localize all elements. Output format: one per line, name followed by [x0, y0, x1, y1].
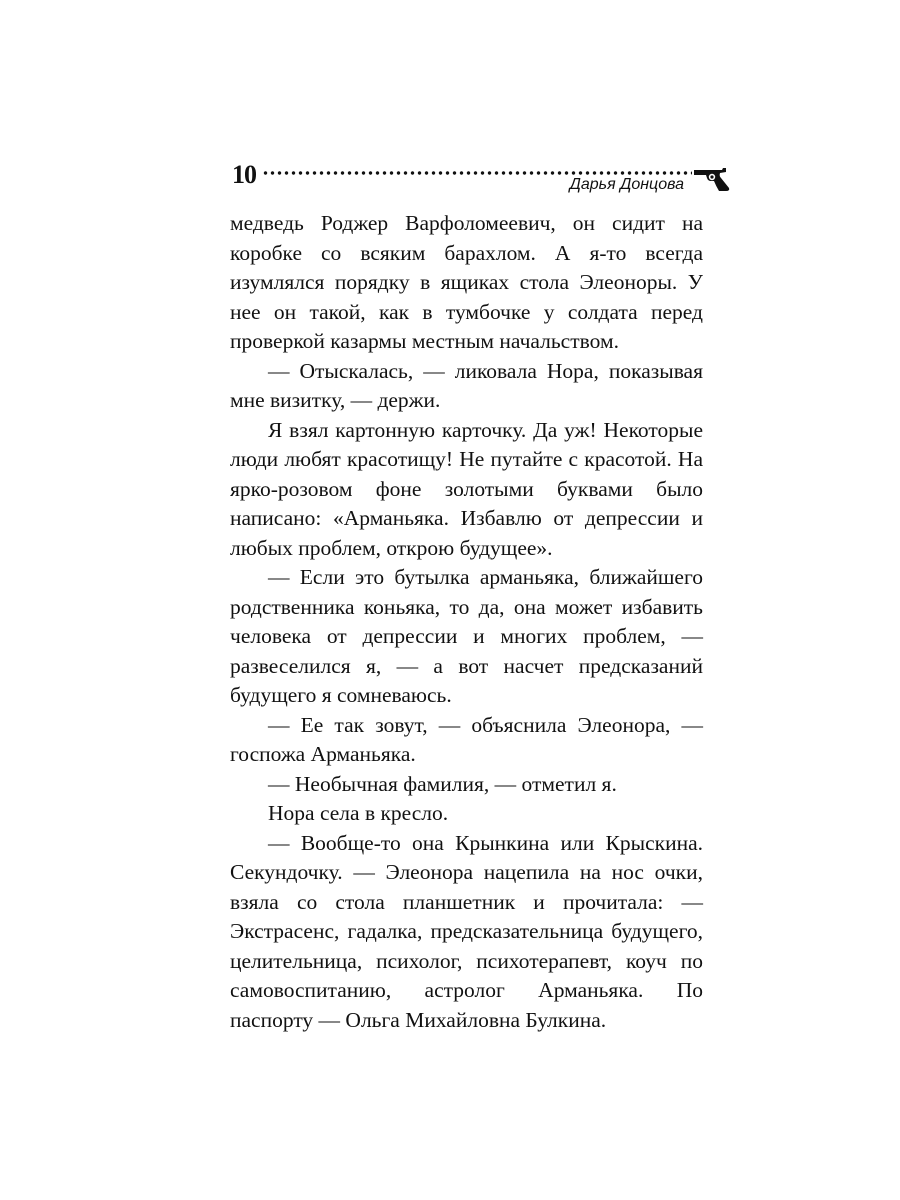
paragraph: — Необычная фамилия, — отметил я.	[268, 771, 617, 796]
paragraph: — Вообще-то она Крынкина или Крыскина. Секундочку. — Элеонора нацепила на нос очки, взяла со стола планшетник и прочитала: — Экстрасенс, гадалка, предсказательница будущего, целительница, психолог, психотерапевт, коуч по самовоспитанию, астролог Арманьяка. По паспорту — Ольга Михайловна Булкина.	[230, 830, 703, 1032]
paragraph: — Отыскалась, — ликовала Нора, показывая мне визитку, — держи.	[230, 358, 703, 412]
author-name: Дарья Донцова	[569, 176, 684, 193]
page-number: 10	[232, 160, 256, 189]
body-text	[230, 209, 703, 1035]
paragraph: — Ее так зовут, — объяснила Элеонора, — госпожа Арманьяка.	[230, 712, 703, 766]
revolver-icon	[692, 164, 732, 194]
paragraph: — Если это бутылка арманьяка, ближайшего родственника коньяка, то да, она может избавить человека от депрессии и многих проблем, — развеселился я, — а вот насчет предсказаний будущего я сомневаюсь.	[230, 565, 703, 707]
paragraph: Нора села в кресло.	[268, 801, 449, 825]
paragraph: медведь Роджер Варфоломеевич, он сидит на коробке со всяким барахлом. А я-то всегда изумлялся порядку в ящиках стола Элеоноры. У нее он такой, как в тумбочке у солдата перед проверкой казармы местным начальством.	[230, 211, 703, 353]
paragraph: Я взял картонную карточку. Да уж! Некоторые люди любят красотищу! Не путайте с красотой. На ярко-розовом фоне золотыми буквами было написано: «Арманьяка. Избавлю от депрессии и любых проблем, открою будущее».	[230, 417, 703, 560]
running-header	[232, 160, 732, 200]
